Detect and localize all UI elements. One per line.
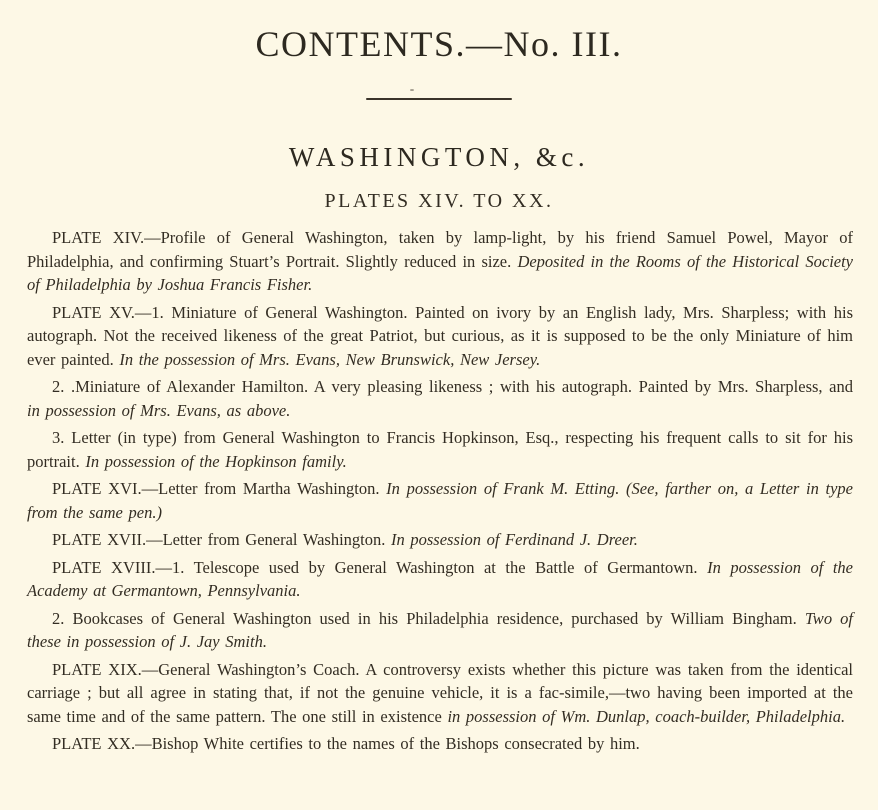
plate-entry bbox=[27, 301, 853, 372]
plate-entry bbox=[27, 528, 853, 552]
entry-text: PLATE XVII.—Letter from General Washington. bbox=[52, 530, 391, 550]
page-title: CONTENTS.—No. III. bbox=[255, 24, 623, 64]
plate-entry bbox=[27, 658, 853, 729]
possession-note: In the possession of Mrs. Evans, New Brunswick, New Jersey. bbox=[119, 349, 541, 369]
possession-note: Deposited in the Rooms of the Historical Society of Philadelphia by Joshua Francis Fisher. bbox=[27, 251, 854, 295]
entry-text: PLATE XVI.—Letter from Martha Washington. bbox=[52, 479, 387, 499]
possession-note: In possession of the Academy at Germantown, Pennsylvania. bbox=[27, 557, 853, 601]
plate-entry bbox=[27, 556, 853, 603]
entry-text: PLATE XVIII.—1. Telescope used by General Washington at the Battle of Germantown. bbox=[52, 557, 708, 577]
entry-text: PLATE XX.—Bishop White certifies to the names of the Bishops consecrated by him. bbox=[52, 734, 640, 754]
plate-entry bbox=[27, 732, 853, 756]
plate-entry bbox=[27, 426, 853, 473]
entry-text: PLATE XIX.—General Washington’s Coach. A controversy exists whether this picture was taken from the identical carriage ; but all agree in stating that, if not the genuine vehicle, it is a fac-simile,—two having been imported at the same time and of the same pattern. The one still in existence bbox=[27, 659, 853, 726]
plates-range-subheading: PLATES XIV. TO XX. bbox=[324, 190, 554, 213]
plate-entries bbox=[27, 226, 853, 756]
plate-entry bbox=[27, 607, 853, 654]
divider-rule bbox=[366, 98, 512, 101]
possession-note: Two of these in possession of J. Jay Smith. bbox=[27, 608, 854, 652]
entry-text: PLATE XV.—1. Miniature of General Washington. Painted on ivory by an English lady, Mrs. Sharpless; with his autograph. Not the received likeness of the great Patriot, but curious, as it is supposed to be the only Miniature of him ever painted. bbox=[27, 302, 853, 369]
possession-note: In possession of the Hopkinson family. bbox=[85, 451, 347, 471]
possession-note: in possession of Mrs. Evans, as above. bbox=[27, 400, 291, 420]
possession-note: In possession of Ferdinand J. Dreer. bbox=[391, 530, 638, 550]
entry-text: 2. Bookcases of General Washington used in his Philadelphia residence, purchased by William Bingham. bbox=[52, 608, 805, 628]
entry-text: 3. Letter (in type) from General Washington to Francis Hopkinson, Esq., respecting his frequent calls to sit for his portrait. bbox=[27, 428, 853, 471]
plate-entry bbox=[27, 375, 853, 422]
possession-note: In possession of Frank M. Etting. (See, farther on, a Letter in type from the same pen.) bbox=[27, 479, 853, 522]
plate-entry bbox=[27, 477, 853, 524]
plate-entry bbox=[27, 226, 853, 297]
ink-speck bbox=[410, 89, 414, 91]
section-heading: WASHINGTON, &c. bbox=[288, 142, 590, 173]
possession-note: in possession of Wm. Dunlap, coach-builder, Philadelphia. bbox=[447, 706, 846, 726]
entry-text: 2. .Miniature of Alexander Hamilton. A very pleasing likeness ; with his autograph. Painted by Mrs. Sharpless, and bbox=[52, 377, 853, 397]
entry-text: PLATE XIV.—Profile of General Washington, taken by lamp-light, by his friend Samuel Powel, Mayor of Philadelphia, and confirming Stuart’s Portrait. Slightly reduced in size. bbox=[27, 228, 853, 271]
